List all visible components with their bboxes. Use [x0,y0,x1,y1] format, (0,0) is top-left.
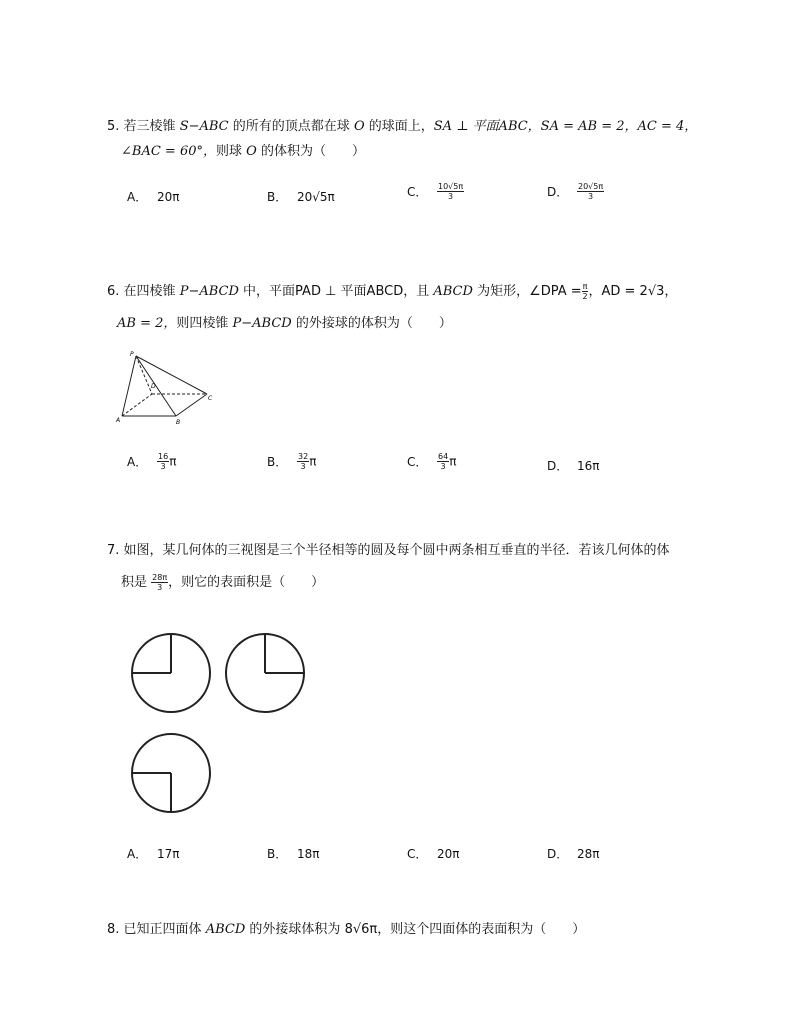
q7-side-view [222,630,308,716]
option-label: A． [127,455,148,469]
label-p: P [130,351,134,358]
q6-pyramid-figure [114,348,224,428]
option-label: C． [407,455,428,469]
q7-line2 [121,571,324,592]
q8-text-a: 已知正四面体 [123,922,202,937]
q7-option-d[interactable] [547,845,600,862]
option-label: C． [407,185,428,199]
q5-option-c[interactable] [407,182,464,201]
q6-option-c[interactable] [407,452,456,471]
numerator: 64 [438,452,449,461]
q6-line2 [117,312,452,331]
option-label: D． [547,185,569,199]
q5-option-c-fraction [437,182,464,201]
q8-number: 8. [107,922,120,937]
q6-line1 [107,280,677,301]
option-value: 20√5π [297,190,335,204]
option-label: A． [127,847,148,861]
q8-math-abcd: ABCD [205,922,246,937]
option-value: 28π [577,847,600,861]
option-label: B． [267,847,288,861]
option-suffix: π [449,454,457,469]
option-value: 18π [297,847,320,861]
q7-text-a2: 积是 [121,575,148,590]
q5-option-d-fraction [577,182,604,201]
numerator: 20√5π [578,182,604,191]
denominator: 3 [160,462,166,471]
option-suffix: π [309,454,317,469]
q5-option-b[interactable] [267,188,335,205]
q7-question: ，则它的表面积是（ ） [168,575,325,590]
option-value: 20π [157,190,180,204]
q5-line2 [121,140,365,159]
q5-angle: ∠BAC = 60°， [121,144,216,159]
q6-text-b2: 则四棱锥 [176,316,229,331]
option-label: B． [267,190,288,204]
q7-text-line1: 如图，某几何体的三视图是三个半径相等的圆及每个圆中两条相互垂直的半径．若该几何体的体 [123,543,670,558]
numerator: π [582,282,588,291]
option-label: D． [547,847,569,861]
q7-option-c[interactable] [407,845,460,862]
q5-math-o: O [353,119,365,134]
label-c: C [208,395,213,402]
label-a: A [116,417,121,424]
numerator: 32 [298,452,309,461]
denominator: 3 [448,192,454,201]
option-label: C． [407,847,428,861]
q5-option-d[interactable] [547,182,604,201]
q6-math-pabcd2: P−ABCD [232,316,292,331]
q6-text-e: 为矩形，∠DPA = [477,284,582,299]
q8-volume: 8√6π， [344,922,391,937]
q5-text-e: 的球面上， [368,119,434,134]
q6-option-b-fraction [297,452,309,471]
q5-text-b2: 则球 [215,144,242,159]
denominator: 3 [157,583,163,592]
q5-text-c: 的所有的顶点都在球 [232,119,350,134]
option-value: 17π [157,847,180,861]
numerator: 10√5π [438,182,464,191]
q5-question: 的体积为（ ） [260,144,365,159]
numerator: 16 [158,452,169,461]
q7-volume-fraction [151,573,168,592]
q6-option-b[interactable] [267,452,316,471]
q6-option-d[interactable] [547,457,600,474]
q7-option-b[interactable] [267,845,320,862]
label-b: B [176,419,181,426]
denominator: 3 [440,462,446,471]
q6-text-c: 中，平面PAD ⊥ 平面ABCD，且 [243,284,430,299]
q7-option-a[interactable] [127,845,180,862]
option-value: 16π [577,459,600,473]
q5-text-a: 若三棱锥 [123,119,176,134]
option-value: 20π [437,847,460,861]
label-d: D [151,383,156,390]
option-label: B． [267,455,288,469]
option-suffix: π [169,454,177,469]
q8-line1 [107,918,585,937]
q6-option-a[interactable] [127,452,176,471]
q8-text-c: 的外接球体积为 [249,922,341,937]
q6-option-a-fraction [157,452,169,471]
q7-line1 [107,539,670,558]
numerator: 28π [152,573,168,582]
q6-math-abcd: ABCD [433,284,473,299]
q6-option-c-fraction [437,452,449,471]
q7-top-view [128,730,214,816]
q8-question: 则这个四面体的表面积为（ ） [390,922,586,937]
option-label: D． [547,459,569,473]
q5-number: 5. [107,119,120,134]
denominator: 3 [300,462,306,471]
q6-question: 的外接球的体积为（ ） [295,316,452,331]
q7-front-view [128,630,214,716]
q6-math-pabcd: P−ABCD [179,284,239,299]
q7-number: 7. [107,543,120,558]
q6-number: 6. [107,284,120,299]
q5-conditions: SA ⊥ 平面ABC，SA = AB = 2，AC = 4， [433,119,698,134]
q6-text-f: ，AD = 2√3， [588,284,678,299]
q6-ab: AB = 2， [117,316,177,331]
q5-math-sabc: S−ABC [179,119,229,134]
q6-text-a: 在四棱锥 [123,284,176,299]
option-label: A． [127,190,148,204]
denominator: 3 [588,192,594,201]
q5-math-o2: O [246,144,257,159]
denominator: 2 [582,292,588,301]
q5-option-a[interactable] [127,188,180,205]
q5-line1 [107,115,697,134]
